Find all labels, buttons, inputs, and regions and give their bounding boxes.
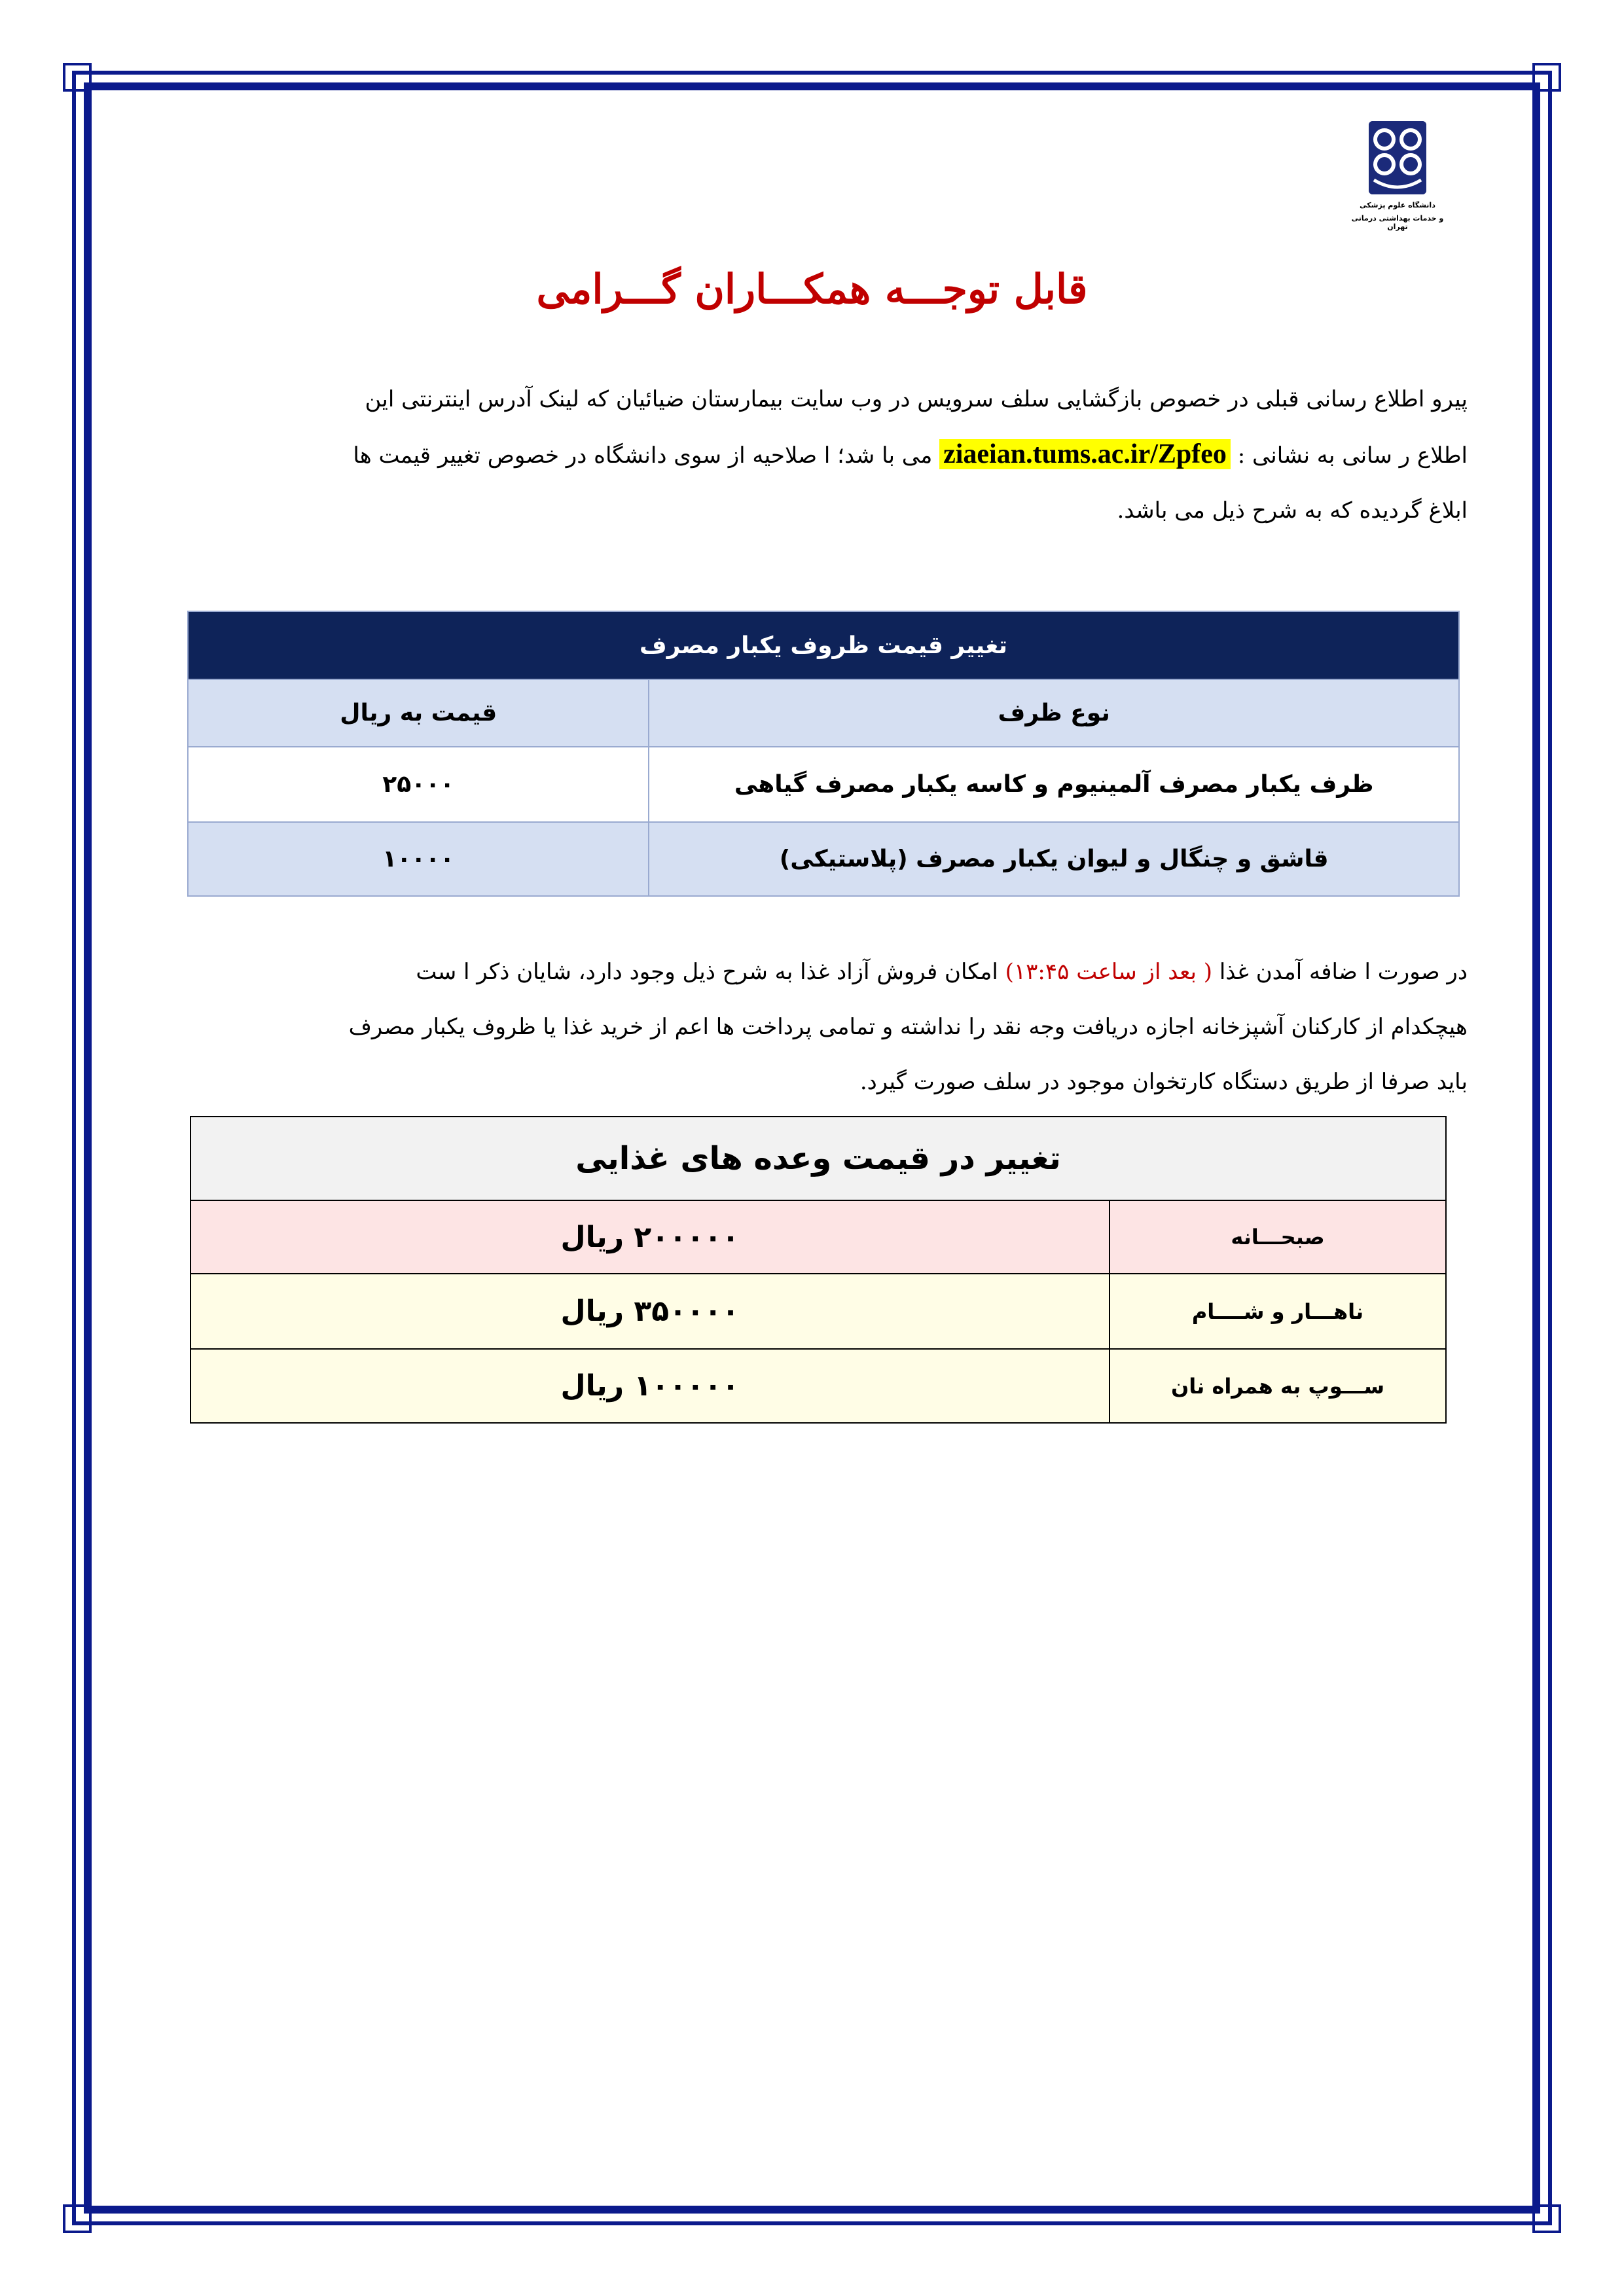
table-row [188, 822, 1459, 896]
meals-price-table [190, 1116, 1447, 1424]
logo-caption-line1: دانشگاه علوم پزشکی [1360, 201, 1435, 209]
sales-line-1-end: امکان فروش آزاد غذا به شرح ذیل وجود دارد، شایان ذکر ا ست [416, 959, 998, 985]
meal-name: ناهـــار و شــــام [1110, 1274, 1446, 1349]
intro-line-1: پیرو اطلاع رسانی قبلی در خصوص بازگشایی سلف سرویس در وب سایت بیمارستان ضیائیان که لینک آدرس اینترنتی این [365, 386, 1468, 412]
col-header-container-type: نوع ظرف [649, 679, 1459, 747]
intro-paragraph [175, 372, 1468, 538]
logo-caption-line2: و خدمات بهداشتی درمانی تهران [1351, 214, 1444, 231]
logo-emblem-icon [1369, 121, 1426, 194]
university-logo [1345, 121, 1450, 236]
frame-corner-bottom-left [63, 2204, 92, 2233]
col-header-price: قیمت به ریال [188, 679, 649, 747]
intro-line-2 [175, 427, 1468, 483]
meal-name: صبحـــانه [1110, 1200, 1446, 1274]
intro-line-3: ابلاغ گردیده که به شرح ذیل می باشد. [1117, 497, 1468, 524]
meal-price: ۱۰۰۰۰۰ ریال [190, 1349, 1110, 1423]
sales-line-3: باید صرفا از طریق دستگاه کارتخوان موجود در سلف صورت گیرد. [859, 1069, 1468, 1095]
frame-corner-top-left [63, 63, 92, 92]
meals-table-title: تغییر در قیمت وعده های غذایی [190, 1117, 1446, 1200]
containers-table-title: تغییر قیمت ظروف یکبار مصرف [188, 611, 1459, 679]
sales-line-1 [175, 944, 1468, 999]
table-row [190, 1200, 1446, 1274]
table-row [190, 1274, 1446, 1349]
containers-price-table [187, 611, 1460, 897]
meal-price: ۳۵۰۰۰۰ ریال [190, 1274, 1110, 1349]
sales-line-2: هیچکدام از کارکنان آشپزخانه اجازه دریافت وجه نقد را نداشته و تمامی پرداخت ها اعم از خرید غذا یا ظروف یکبار مصرف [348, 1014, 1468, 1040]
website-link[interactable]: ziaeian.tums.ac.ir/Zpfeo [939, 439, 1231, 469]
intro-line-2-end: می با شد؛ ا صلاحیه از سوی دانشگاه در خصوص تغییر قیمت ها [353, 442, 933, 469]
page-title: قابل توجـــه همکـــاران گـــرامی [536, 265, 1088, 313]
meal-name: ســـوپ به همراه نان [1110, 1349, 1446, 1423]
container-item: ظرف یکبار مصرف آلمینیوم و کاسه یکبار مصرف گیاهی [649, 747, 1459, 822]
table-row [190, 1349, 1446, 1423]
table-row [188, 747, 1459, 822]
sales-line-1-start: در صورت ا ضافه آمدن غذا [1219, 959, 1468, 985]
meal-price: ۲۰۰۰۰۰ ریال [190, 1200, 1110, 1274]
container-price: ۱۰۰۰۰ [188, 822, 649, 896]
intro-line-2-start: اطلاع ر سانی به نشانی : [1237, 442, 1468, 469]
sales-notice-paragraph [175, 944, 1468, 1109]
container-item: قاشق و چنگال و لیوان یکبار مصرف (پلاستیکی) [649, 822, 1459, 896]
frame-corner-top-right [1532, 63, 1561, 92]
container-price: ۲۵۰۰۰ [188, 747, 649, 822]
frame-corner-bottom-right [1532, 2204, 1561, 2233]
sales-time-note: ( بعد از ساعت ۱۳:۴۵) [1005, 959, 1213, 985]
